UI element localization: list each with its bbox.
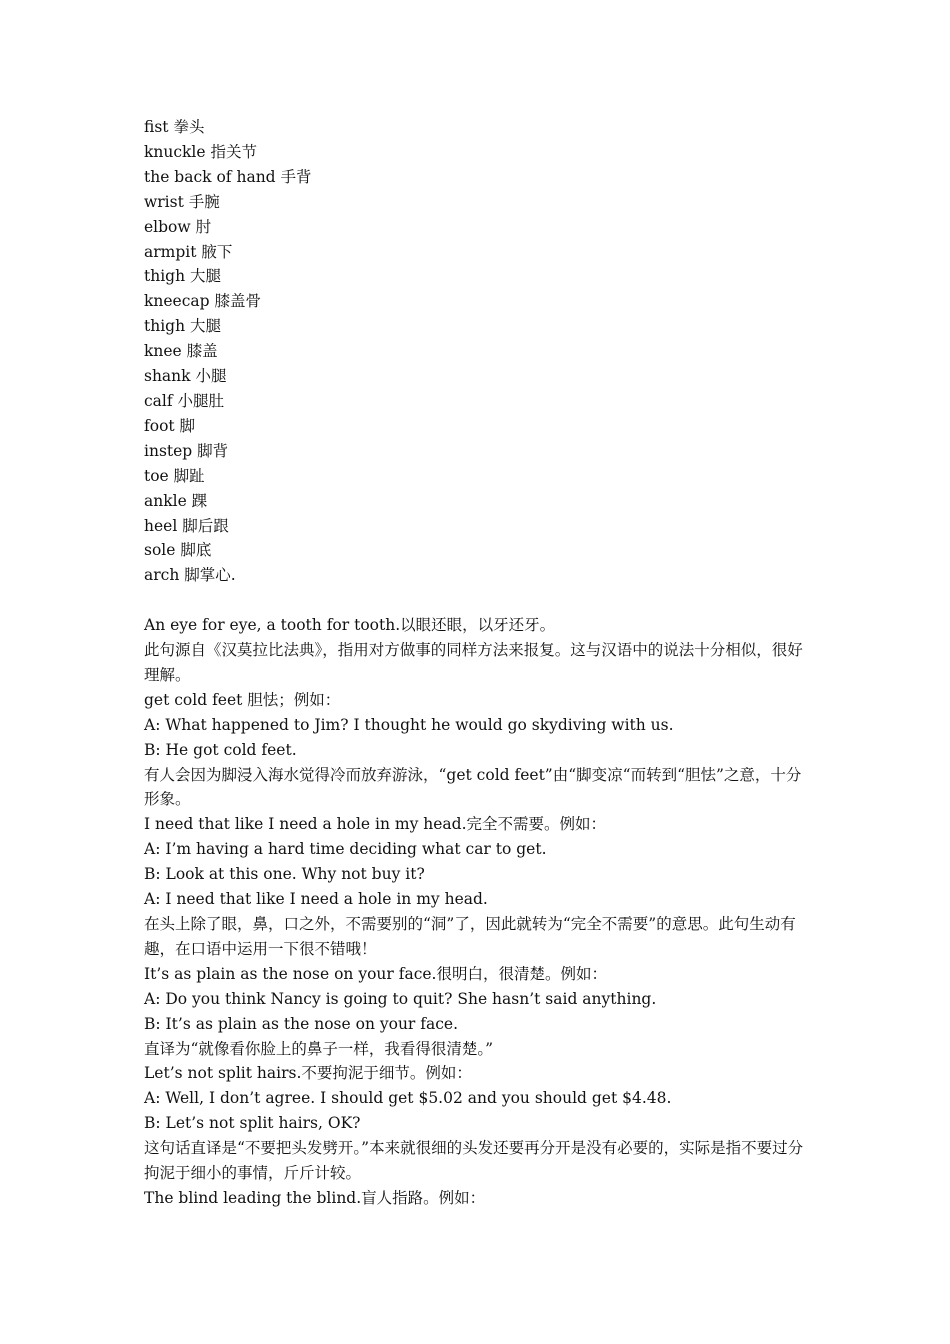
idiom-explanation: 此句源自《汉莫拉比法典》，指用对方做事的同样方法来报复。这与汉语中的说法十分相似，很好理解。 bbox=[144, 641, 803, 684]
vocab-item: sole 脚底 bbox=[144, 541, 212, 560]
vocab-item: thigh 大腿 bbox=[144, 317, 222, 336]
idiom-heading: An eye for eye, a tooth for tooth.以眼还眼，以牙还牙。 bbox=[144, 616, 556, 635]
vocab-item: armpit 腋下 bbox=[144, 242, 233, 261]
idiom-explanation: 在头上除了眼，鼻，口之外，不需要别的“洞”了，因此就转为“完全不需要”的意思。此句生动有趣，在口语中运用一下很不错哦！ bbox=[144, 914, 796, 958]
vocab-item: arch 脚掌心. bbox=[144, 566, 236, 585]
vocab-item: the back of hand 手背 bbox=[144, 167, 312, 186]
vocab-item: knuckle 指关节 bbox=[144, 142, 257, 161]
dialogue-line: B: Let’s not split hairs, OK? bbox=[144, 1114, 361, 1133]
dialogue-line: A: Well, I don’t agree. I should get $5.02 and you should get $4.48. bbox=[144, 1089, 672, 1108]
dialogue-line: B: It’s as plain as the nose on your face. bbox=[144, 1014, 459, 1033]
idiom-heading: It’s as plain as the nose on your face.很明白，很清楚。例如： bbox=[144, 964, 607, 983]
vocab-item: fist 拳头 bbox=[144, 118, 205, 136]
idiom-heading: get cold feet 胆怯；例如： bbox=[144, 690, 341, 709]
vocab-item: foot 脚 bbox=[144, 416, 196, 435]
dialogue-line: A: I’m having a hard time deciding what car to get. bbox=[144, 840, 547, 859]
idiom-explanation: 这句话直译是“不要把头发劈开。”本来就很细的头发还要再分开是没有必要的，实际是指不要过分拘泥于细小的事情，斤斤计较。 bbox=[144, 1139, 804, 1183]
idioms-section bbox=[144, 613, 810, 1211]
idiom-heading: The blind leading the blind.盲人指路。例如： bbox=[144, 1188, 486, 1207]
vocab-item: elbow 肘 bbox=[144, 217, 212, 236]
vocab-item: wrist 手腕 bbox=[144, 192, 220, 211]
document-page bbox=[144, 115, 810, 1211]
vocab-item: knee 膝盖 bbox=[144, 342, 218, 361]
idiom-explanation: 直译为“就像看你脸上的鼻子一样，我看得很清楚。” bbox=[144, 1039, 494, 1058]
vocab-item: shank 小腿 bbox=[144, 367, 227, 386]
vocab-item: thigh 大腿 bbox=[144, 267, 222, 286]
dialogue-line: A: Do you think Nancy is going to quit? She hasn’t said anything. bbox=[144, 989, 657, 1008]
vocab-item: calf 小腿肚 bbox=[144, 391, 225, 410]
vocab-item: toe 脚趾 bbox=[144, 466, 205, 485]
dialogue-line: B: He got cold feet. bbox=[144, 740, 297, 759]
idiom-explanation: 有人会因为脚浸入海水觉得冷而放弃游泳，“get cold feet”由“脚变凉“而转到“胆怯”之意，十分形象。 bbox=[144, 765, 802, 809]
vocab-item: heel 脚后跟 bbox=[144, 516, 229, 535]
vocab-item: ankle 踝 bbox=[144, 491, 208, 510]
vocab-item: kneecap 膝盖骨 bbox=[144, 292, 261, 311]
dialogue-line: B: Look at this one. Why not buy it? bbox=[144, 865, 425, 884]
dialogue-line: A: I need that like I need a hole in my head. bbox=[144, 890, 488, 909]
vocab-item: instep 脚背 bbox=[144, 441, 229, 460]
idiom-heading: I need that like I need a hole in my head.完全不需要。例如： bbox=[144, 815, 607, 834]
paragraph-spacer bbox=[144, 588, 810, 613]
idiom-heading: Let’s not split hairs.不要拘泥于细节。例如： bbox=[144, 1064, 472, 1083]
dialogue-line: A: What happened to Jim? I thought he would go skydiving with us. bbox=[144, 715, 674, 734]
vocabulary-list bbox=[144, 115, 810, 588]
